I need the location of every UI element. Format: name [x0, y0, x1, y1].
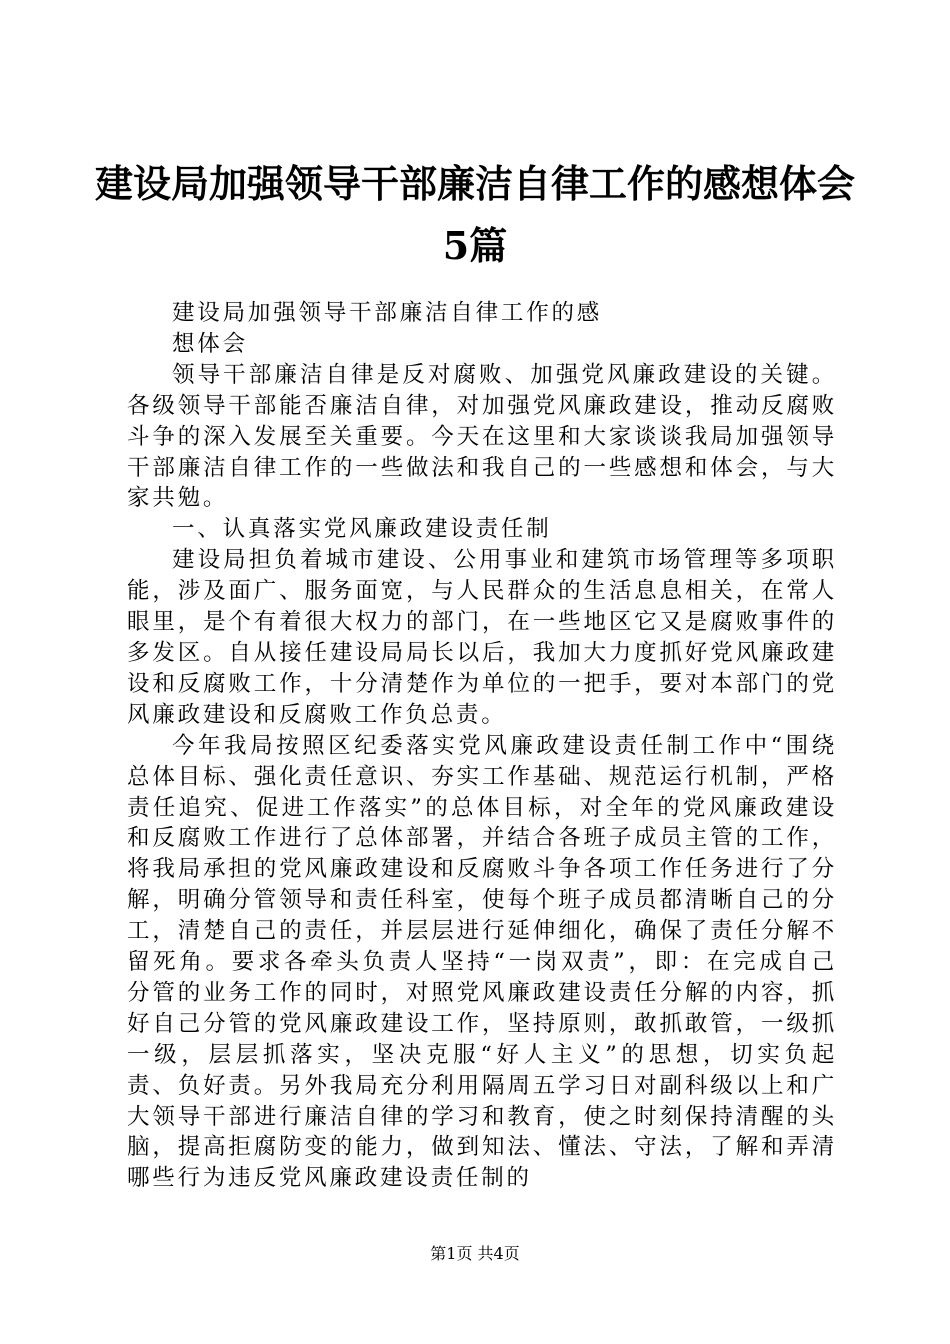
page-footer: 第1页 共4页 [430, 1244, 520, 1263]
body-paragraph: 建设局担负着城市建设、公用事业和建筑市场管理等多项职能，涉及面广、服务面宽，与人民群众的生活息息相关，在常人眼里，是个有着很大权力的部门，在一些地区它又是腐败事件的多发区。自从接任建设局局长以后，我加大力度抓好党风廉政建设和反腐败工作，十分清楚作为单位的一把手，要对本部门的党风廉政建设和反腐败工作负总责。 [127, 547, 837, 728]
document-title-continuation: 5篇 [442, 223, 508, 268]
subtitle-line: 建设局加强领导干部廉洁自律工作的感 [172, 300, 603, 326]
document-body [127, 298, 837, 1194]
document-title: 建设局加强领导干部廉洁自律工作的感想体会 [94, 161, 855, 206]
body-paragraph: 领导干部廉洁自律是反对腐败、加强党风廉政建设的关键。各级领导干部能否廉洁自律，对加强党风廉政建设，推动反腐败斗争的深入发展至关重要。今天在这里和大家谈谈我局加强领导干部廉洁自律工作的一些做法和我自己的一些感想和体会，与大家共勉。 [127, 361, 837, 512]
section-heading: 一、认真落实党风廉政建设责任制 [172, 516, 552, 543]
body-paragraph: 今年我局按照区纪委落实党风廉政建设责任制工作中“围绕总体目标、强化责任意识、夯实工作基础、规范运行机制，严格责任追究、促进工作落实”的总体目标，对全年的党风廉政建设和反腐败工作进行了总体部署，并结合各班子成员主管的工作，将我局承担的党风廉政建设和反腐败斗争各项工作任务进行了分解，明确分管领导和责任科室，使每个班子成员都清晰自己的分工，清楚自己的责任，并层层进行延伸细化，确保了责任分解不留死角。要求各牵头负责人坚持“一岗双责”，即：在完成自己分管的业务工作的同时，对照党风廉政建设责任分解的内容，抓好自己分管的党风廉政建设工作，坚持原则，敢抓敢管，一级抓一级，层层抓落实，坚决克服“好人主义”的思想，切实负起责、负好责。另外我局充分利用隔周五学习日对副科级以上和广大领导干部进行廉洁自律的学习和教育，使之时刻保持清醒的头脑，提高拒腐防变的能力，做到知法、懂法、守法，了解和弄清哪些行为违反党风廉政建设责任制的 [127, 732, 837, 1192]
subtitle-line: 想体会 [172, 330, 248, 357]
